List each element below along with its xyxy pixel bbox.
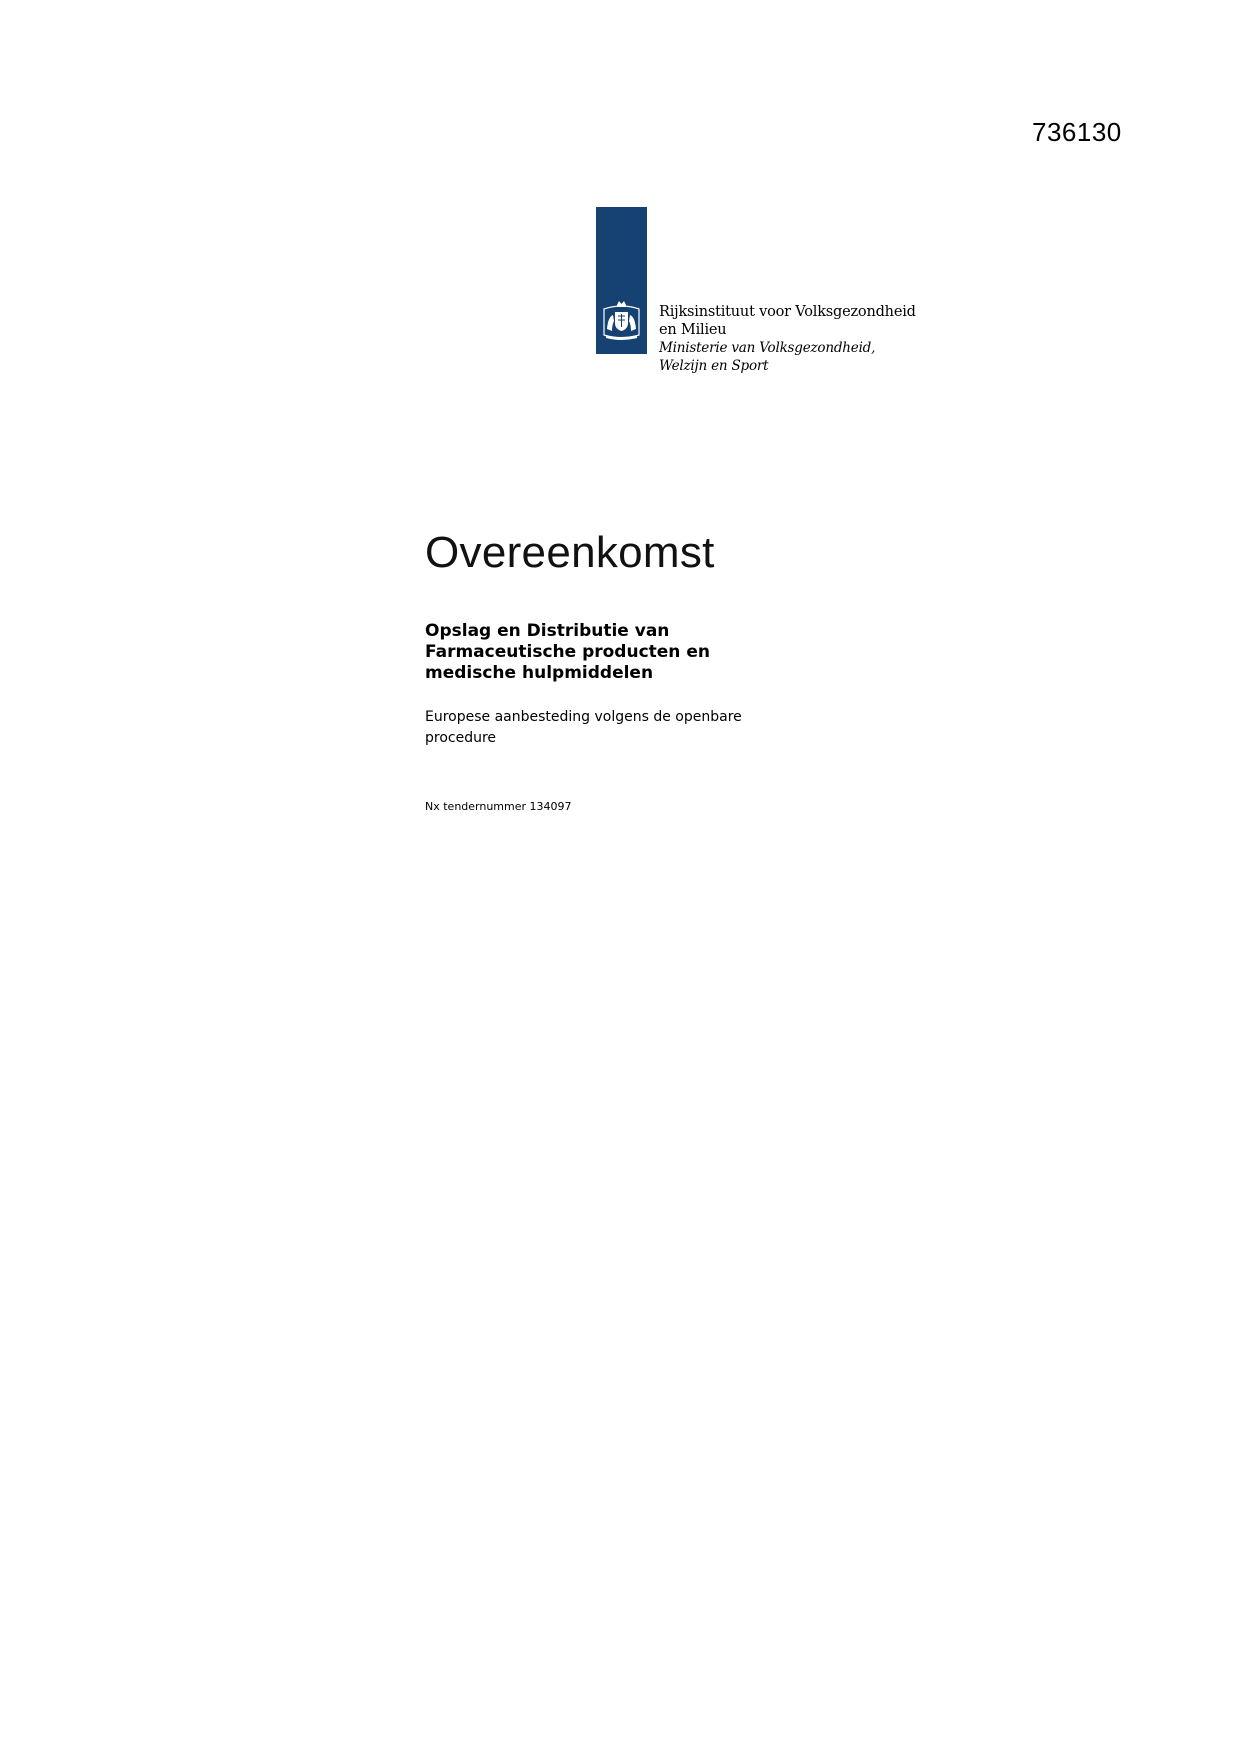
organization-name bbox=[659, 303, 916, 375]
document-subtitle: Opslag en Distributie van Farmaceutische producten en medische hulpmiddelen bbox=[425, 621, 710, 683]
logo-bar bbox=[596, 207, 647, 354]
document-number: 736130 bbox=[1032, 117, 1122, 147]
org-name-line: Rijksinstituut voor Volksgezondheid bbox=[659, 304, 916, 320]
page-title: Overeenkomst bbox=[425, 528, 715, 577]
procedure-description: Europese aanbesteding volgens de openbare procedure bbox=[425, 709, 742, 746]
ministry-line: Welzijn en Sport bbox=[659, 358, 769, 374]
coat-of-arms-icon bbox=[598, 299, 645, 343]
tender-number: Nx tendernummer 134097 bbox=[425, 800, 572, 813]
org-name-line: en Milieu bbox=[659, 322, 727, 338]
ministry-line: Ministerie van Volksgezondheid, bbox=[659, 340, 876, 356]
